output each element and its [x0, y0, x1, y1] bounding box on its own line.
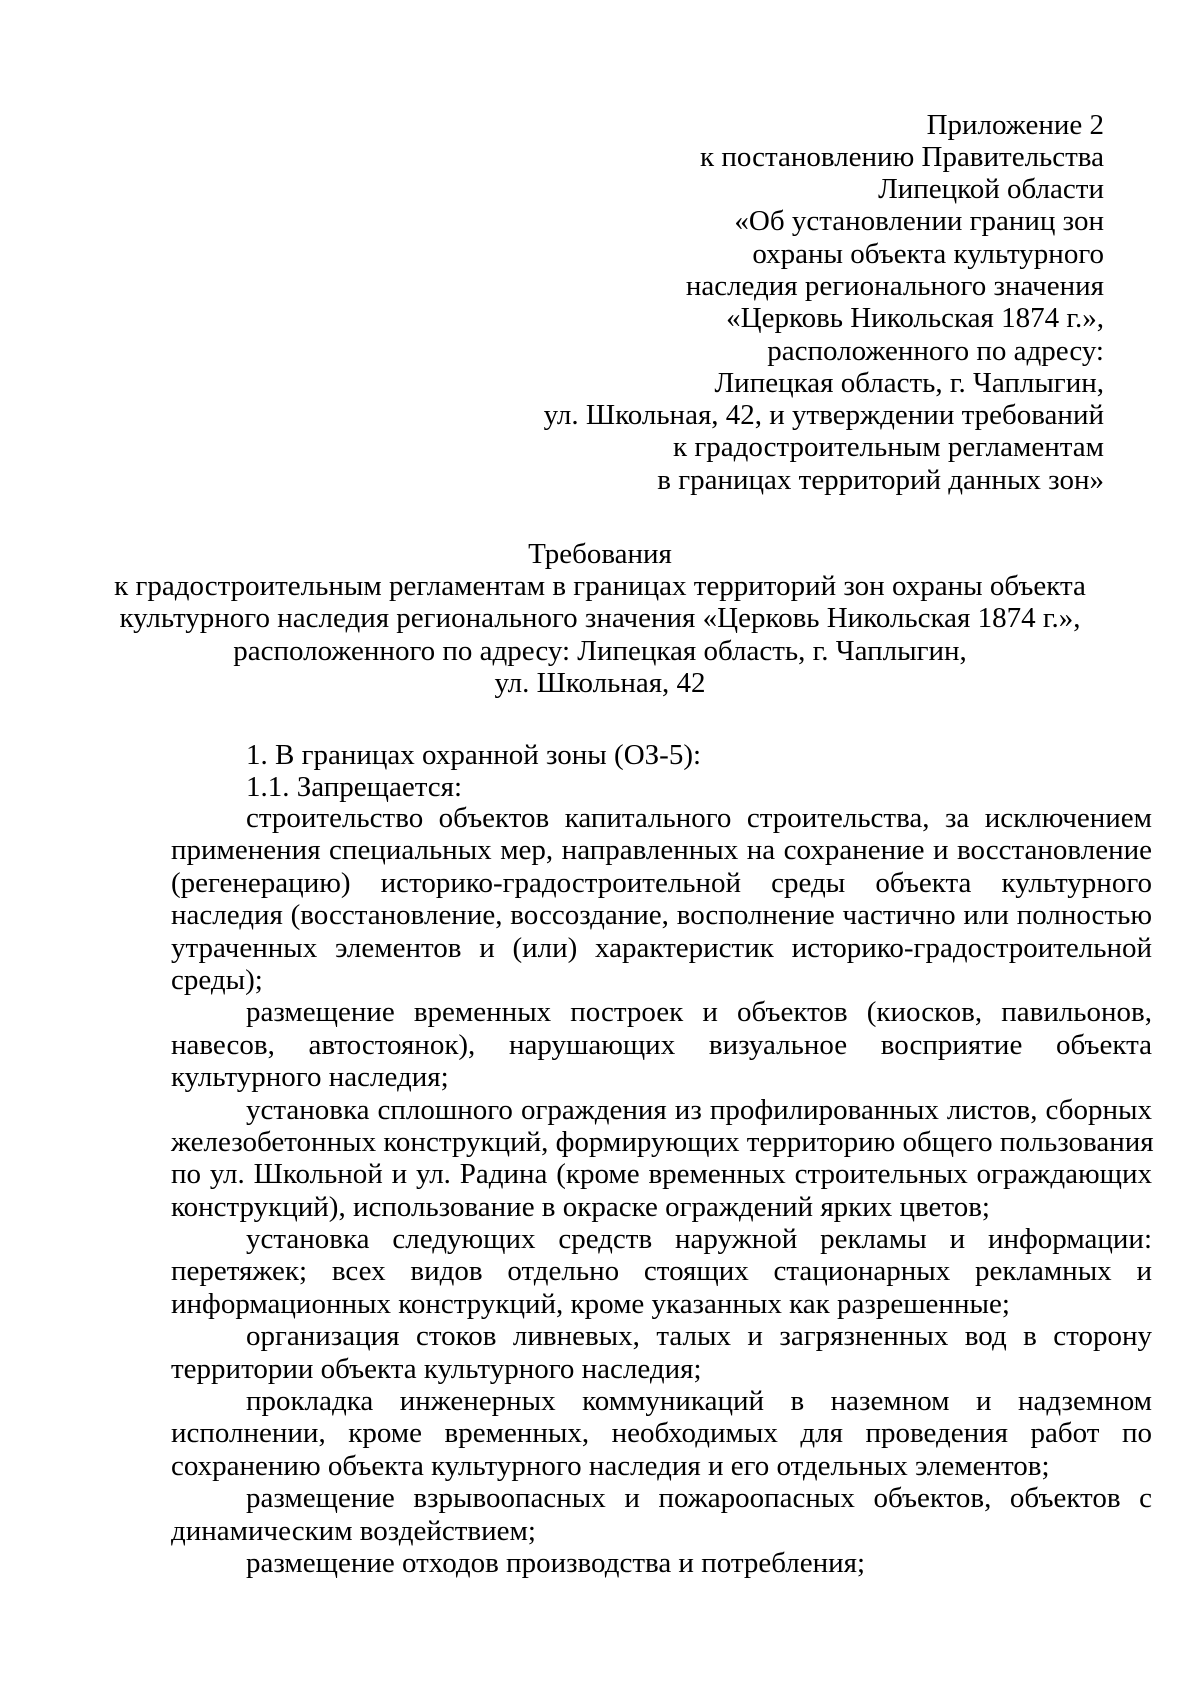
paragraph-line: сохранению объекта культурного наследия и его отдельных элементов; [171, 1449, 1050, 1482]
header-line: расположенного по адресу: [767, 335, 1104, 367]
paragraph-line: размещение взрывоопасных и пожароопасных объектов, объектов с [246, 1482, 1152, 1515]
paragraph-line: размещение отходов производства и потребления; [246, 1546, 866, 1579]
header-line: Липецкая область, г. Чаплыгин, [714, 367, 1104, 399]
header-line: Липецкой области [878, 173, 1104, 205]
header-line: наследия регионального значения [685, 270, 1104, 302]
paragraph-line: организация стоков ливневых, талых и загрязненных вод в сторону [246, 1320, 1152, 1353]
paragraph [171, 802, 1152, 1579]
header-line: Приложение 2 [926, 109, 1104, 141]
header-line: охраны объекта культурного [752, 238, 1104, 270]
paragraph-line: утраченных элементов и (или) характеристик историко-градостроительной [171, 931, 1152, 964]
paragraph-line: размещение временных построек и объектов (киосков, павильонов, [246, 996, 1152, 1029]
header-line: в границах территорий данных зон» [657, 464, 1104, 496]
paragraph-line: по ул. Школьной и ул. Радина (кроме временных строительных ограждающих [171, 1158, 1152, 1191]
paragraph-line: наследия (восстановление, воссоздание, восполнение частично или полностью [171, 899, 1152, 932]
paragraph-line: установка сплошного ограждения из профилированных листов, сборных [246, 1093, 1152, 1126]
paragraph-line: железобетонных конструкций, формирующих территорию общего пользования [171, 1125, 1154, 1158]
paragraph-line: навесов, автостоянок), нарушающих визуальное восприятие объекта [171, 1028, 1152, 1061]
header-line: «Об установлении границ зон [734, 205, 1104, 237]
paragraph-line: (регенерацию) историко-градостроительной среды объекта культурного [171, 866, 1152, 899]
title-line: ул. Школьная, 42 [494, 667, 706, 699]
header-line: «Церковь Никольская 1874 г.», [726, 302, 1104, 334]
section-heading: 1. В границах охранной зоны (ОЗ-5): [246, 739, 702, 771]
title-line: к градостроительным регламентам в границах территорий зон охраны объекта [114, 570, 1086, 602]
paragraph-line: динамическим воздействием; [171, 1514, 536, 1547]
paragraph-line: прокладка инженерных коммуникаций в наземном и надземном [246, 1385, 1152, 1418]
paragraph-line: установка следующих средств наружной рекламы и информации: [246, 1223, 1152, 1256]
header-line: ул. Школьная, 42, и утверждении требований [543, 399, 1104, 431]
header-line: к градостроительным регламентам [673, 431, 1104, 463]
paragraph-line: конструкций), использование в окраске ограждений ярких цветов; [171, 1190, 990, 1223]
header-line: к постановлению Правительства [700, 141, 1104, 173]
subsection-heading: 1.1. Запрещается: [246, 771, 463, 803]
title-line: культурного наследия регионального значения «Церковь Никольская 1874 г.», [119, 602, 1081, 634]
paragraph-line: строительство объектов капитального строительства, за исключением [246, 802, 1152, 834]
paragraph-line: культурного наследия; [171, 1061, 449, 1094]
title-line: расположенного по адресу: Липецкая область, г. Чаплыгин, [233, 635, 967, 667]
paragraph-line: исполнении, кроме временных, необходимых для проведения работ по [171, 1417, 1152, 1450]
paragraph-line: применения специальных мер, направленных на сохранение и восстановление [171, 834, 1152, 867]
title-heading: Требования [528, 538, 672, 570]
paragraph-line: информационных конструкций, кроме указанных как разрешенные; [171, 1287, 1010, 1320]
paragraph-line: территории объекта культурного наследия; [171, 1352, 702, 1385]
paragraph-line: среды); [171, 963, 263, 996]
paragraph-line: перетяжек; всех видов отдельно стоящих стационарных рекламных и [171, 1255, 1152, 1288]
